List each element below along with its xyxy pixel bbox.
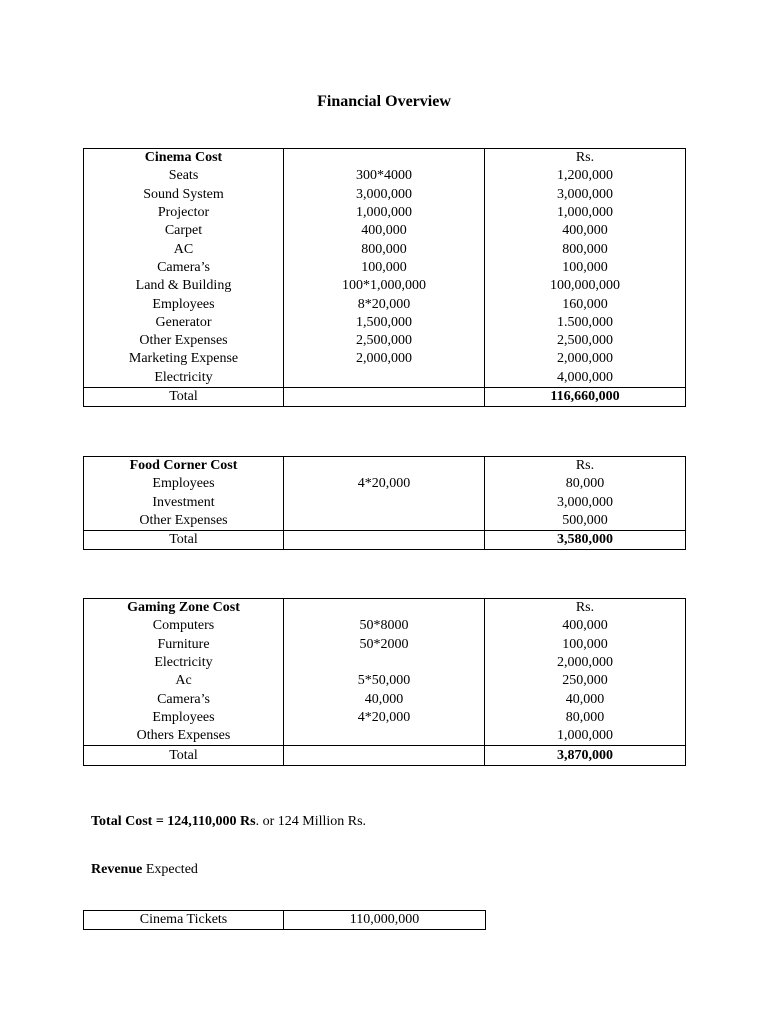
revenue-note: Expected [142,862,198,877]
item-name: Ac [84,672,284,690]
item-name: Camera’s [84,259,284,277]
item-name: Carpet [84,222,284,240]
table-row [84,636,686,654]
total-amount: 116,660,000 [485,387,686,406]
item-name: Generator [84,314,284,332]
item-name: Others Expenses [84,727,284,746]
item-calculation: 1,500,000 [284,314,485,332]
table-row [84,727,686,746]
revenue-amount: 110,000,000 [284,911,486,930]
item-calculation: 2,000,000 [284,350,485,368]
item-calculation: 400,000 [284,222,485,240]
item-amount: 160,000 [485,295,686,313]
table-row [84,709,686,727]
item-calculation: 40,000 [284,690,485,708]
item-amount: 3,000,000 [485,494,686,512]
item-amount: 4,000,000 [485,369,686,388]
item-name: Land & Building [84,277,284,295]
item-calculation: 50*8000 [284,617,485,635]
total-label: Total [84,531,284,550]
total-cost-label: Total Cost = 124,110,000 Rs [91,814,256,829]
revenue-row [84,911,486,930]
page-title: Financial Overview [317,93,451,110]
item-calculation: 5*50,000 [284,672,485,690]
item-calculation: 8*20,000 [284,295,485,313]
revenue-heading [91,862,198,878]
table-row [84,167,686,185]
item-calculation [284,512,485,531]
item-amount: 400,000 [485,222,686,240]
item-calculation: 100,000 [284,259,485,277]
item-calculation [284,727,485,746]
total-row [84,746,686,765]
header-blank-cell [284,599,485,618]
total-blank-cell [284,746,485,765]
table-row [84,277,686,295]
item-name: Furniture [84,636,284,654]
item-name: Sound System [84,186,284,204]
currency-header: Rs. [485,599,686,618]
total-label: Total [84,746,284,765]
item-amount: 3,000,000 [485,186,686,204]
item-calculation [284,654,485,672]
item-name: Investment [84,494,284,512]
table-row [84,475,686,493]
item-calculation: 50*2000 [284,636,485,654]
item-name: Seats [84,167,284,185]
item-amount: 40,000 [485,690,686,708]
item-name: Other Expenses [84,512,284,531]
section-heading: Cinema Cost [84,149,284,168]
item-amount: 800,000 [485,240,686,258]
item-calculation: 800,000 [284,240,485,258]
total-label: Total [84,387,284,406]
item-amount: 250,000 [485,672,686,690]
total-amount: 3,580,000 [485,531,686,550]
table-row [84,350,686,368]
item-name: Employees [84,295,284,313]
revenue-table [83,910,486,930]
item-name: Electricity [84,654,284,672]
header-blank-cell [284,457,485,476]
total-row [84,387,686,406]
table-row [84,494,686,512]
item-amount: 2,000,000 [485,654,686,672]
table-header-row [84,599,686,618]
item-calculation: 4*20,000 [284,709,485,727]
item-amount: 80,000 [485,475,686,493]
currency-header: Rs. [485,149,686,168]
item-calculation: 300*4000 [284,167,485,185]
item-amount: 80,000 [485,709,686,727]
gaming-zone-cost-table [83,598,686,766]
table-row [84,617,686,635]
header-blank-cell [284,149,485,168]
total-cost-note: . or 124 Million Rs. [255,814,367,829]
item-name: Other Expenses [84,332,284,350]
item-amount: 100,000 [485,259,686,277]
total-blank-cell [284,531,485,550]
table-row [84,314,686,332]
revenue-label: Revenue [91,862,143,877]
currency-header: Rs. [485,457,686,476]
item-calculation: 3,000,000 [284,186,485,204]
table-row [84,204,686,222]
item-amount: 2,000,000 [485,350,686,368]
cinema-cost-table [83,148,686,407]
item-amount: 400,000 [485,617,686,635]
item-calculation [284,369,485,388]
total-cost-line [91,814,366,830]
total-row [84,531,686,550]
table-row [84,512,686,531]
item-name: Employees [84,475,284,493]
item-calculation: 100*1,000,000 [284,277,485,295]
table-row [84,222,686,240]
item-calculation: 2,500,000 [284,332,485,350]
table-row [84,186,686,204]
item-name: Projector [84,204,284,222]
table-row [84,672,686,690]
item-name: Camera’s [84,690,284,708]
item-amount: 1.500,000 [485,314,686,332]
table-row [84,654,686,672]
item-amount: 1,000,000 [485,727,686,746]
item-name: Electricity [84,369,284,388]
section-heading: Gaming Zone Cost [84,599,284,618]
item-amount: 100,000 [485,636,686,654]
item-amount: 2,500,000 [485,332,686,350]
item-amount: 500,000 [485,512,686,531]
revenue-source: Cinema Tickets [84,911,284,930]
item-calculation [284,494,485,512]
table-row [84,332,686,350]
food-corner-cost-table [83,456,686,550]
table-row [84,690,686,708]
table-row [84,240,686,258]
item-amount: 100,000,000 [485,277,686,295]
item-amount: 1,200,000 [485,167,686,185]
section-heading: Food Corner Cost [84,457,284,476]
item-calculation: 1,000,000 [284,204,485,222]
item-name: AC [84,240,284,258]
item-name: Employees [84,709,284,727]
table-header-row [84,149,686,168]
item-name: Marketing Expense [84,350,284,368]
item-amount: 1,000,000 [485,204,686,222]
total-blank-cell [284,387,485,406]
table-row [84,295,686,313]
table-row [84,259,686,277]
total-amount: 3,870,000 [485,746,686,765]
item-name: Computers [84,617,284,635]
table-header-row [84,457,686,476]
table-row [84,369,686,388]
item-calculation: 4*20,000 [284,475,485,493]
